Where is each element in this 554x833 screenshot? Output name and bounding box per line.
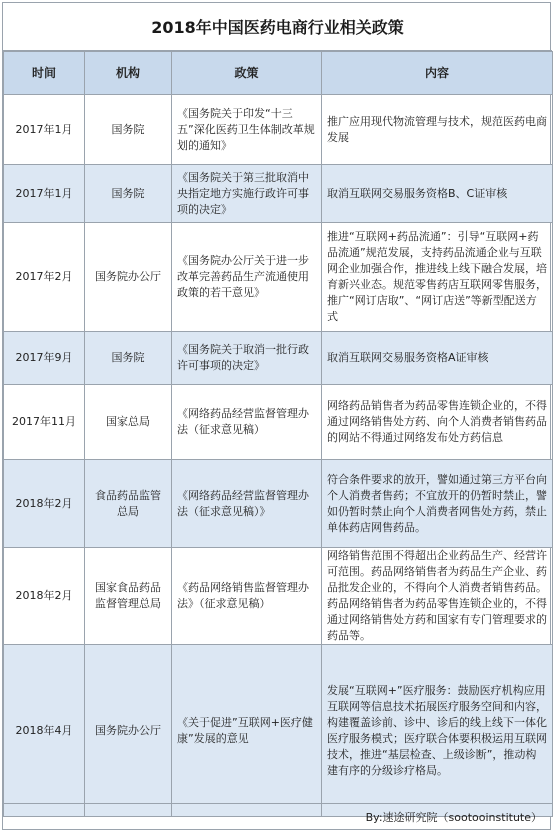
cell-time: 2018年2月 xyxy=(4,460,85,548)
cell-org: 国务院 xyxy=(85,95,172,165)
header-org: 机构 xyxy=(85,52,172,95)
cell-policy: 《关于促进”互联网+医疗健康”发展的意见 xyxy=(172,645,322,817)
table-row xyxy=(4,165,553,223)
cell-org: 国务院 xyxy=(85,332,172,385)
cell-policy: 《网络药品经营监督管理办法（征求意见稿）》 xyxy=(172,460,322,548)
cell-policy: 《药品网络销售监督管理办法》（征求意见稿） xyxy=(172,548,322,645)
cell-content: 推进“互联网+药品流通”：引导“互联网+药品流通”规范发展，支持药品流通企业与互联网企业加强合作，推进线上线下融合发展，培育新兴业态。规范零售药店互联网零售服务，推广“网订店取”、“网订店送”等新型配送方式 xyxy=(322,223,553,332)
cell-content: 网络药品销售者为药品零售连锁企业的，不得通过网络销售处方药、向个人消费者销售药品的网站不得通过网络发布处方药信息 xyxy=(322,385,553,460)
table-row xyxy=(4,223,553,332)
table-row xyxy=(4,548,553,645)
cell-content: 推广应用现代物流管理与技术，规范医药电商发展 xyxy=(322,95,553,165)
cell-time: 2017年1月 xyxy=(4,165,85,223)
cell-org: 国务院办公厅 xyxy=(85,645,172,817)
cell-policy: 《国务院办公厅关于进一步改革完善药品生产流通使用政策的若干意见》 xyxy=(172,223,322,332)
cell-org: 国务院 xyxy=(85,165,172,223)
cell-org: 国家食品药品监督管理总局 xyxy=(85,548,172,645)
header-time: 时间 xyxy=(4,52,85,95)
table-row xyxy=(4,460,553,548)
cell-time: 2018年2月 xyxy=(4,548,85,645)
table-row xyxy=(4,95,553,165)
cell-content: 取消互联网交易服务资格B、C证审核 xyxy=(322,165,553,223)
cell-content: 网络销售范围不得超出企业药品生产、经营许可范围。药品网络销售者为药品生产企业、药品批发企业的，不得向个人消费者销售药品。药品网络销售者为药品零售连锁企业的，不得通过网络销售处方药和国家有专门管理要求的药品等。 xyxy=(322,548,553,645)
cell-org: 国务院办公厅 xyxy=(85,223,172,332)
cell-policy: 《网络药品经营监督管理办法（征求意见稿） xyxy=(172,385,322,460)
policy-table-frame xyxy=(2,2,551,830)
cell-policy: 《国务院关于取消一批行政许可事项的决定》 xyxy=(172,332,322,385)
page-title: 2018年中国医药电商行业相关政策 xyxy=(3,3,552,51)
cell-time: 2017年11月 xyxy=(4,385,85,460)
table-row xyxy=(4,385,553,460)
cell-org: 国家总局 xyxy=(85,385,172,460)
cell-content: 发展“互联网+”医疗服务：鼓励医疗机构应用互联网等信息技术拓展医疗服务空间和内容，构建覆盖诊前、诊中、诊后的线上线下一体化医疗服务模式；医疗联合体要积极运用互联网技术，推进“基层检查、上级诊断”，推动构建有序的分级诊疗格局。 xyxy=(322,645,553,817)
cell-content: 符合条件要求的放开，譬如通过第三方平台向个人消费者售药；不宜放开的仍暂时禁止，譬如仍暂时禁止向个人消费者网售处方药，禁止单体药店网售药品。 xyxy=(322,460,553,548)
table-row xyxy=(4,645,553,817)
cell-time: 2017年9月 xyxy=(4,332,85,385)
cell-content: 取消互联网交易服务资格A证审核 xyxy=(322,332,553,385)
cell-policy: 《国务院关于印发“十三五”深化医药卫生体制改革规划的通知》 xyxy=(172,95,322,165)
header-policy: 政策 xyxy=(172,52,322,95)
table-row xyxy=(4,332,553,385)
cell-time: 2018年4月 xyxy=(4,645,85,817)
source-credit: By:速途研究院（sootooinstitute） xyxy=(3,803,552,829)
cell-time: 2017年2月 xyxy=(4,223,85,332)
cell-policy: 《国务院关于第三批取消中央指定地方实施行政许可事项的决定》 xyxy=(172,165,322,223)
cell-org: 食品药品监管总局 xyxy=(85,460,172,548)
header-content: 内容 xyxy=(322,52,553,95)
header-row xyxy=(4,52,553,95)
cell-time: 2017年1月 xyxy=(4,95,85,165)
policy-table xyxy=(3,51,553,817)
